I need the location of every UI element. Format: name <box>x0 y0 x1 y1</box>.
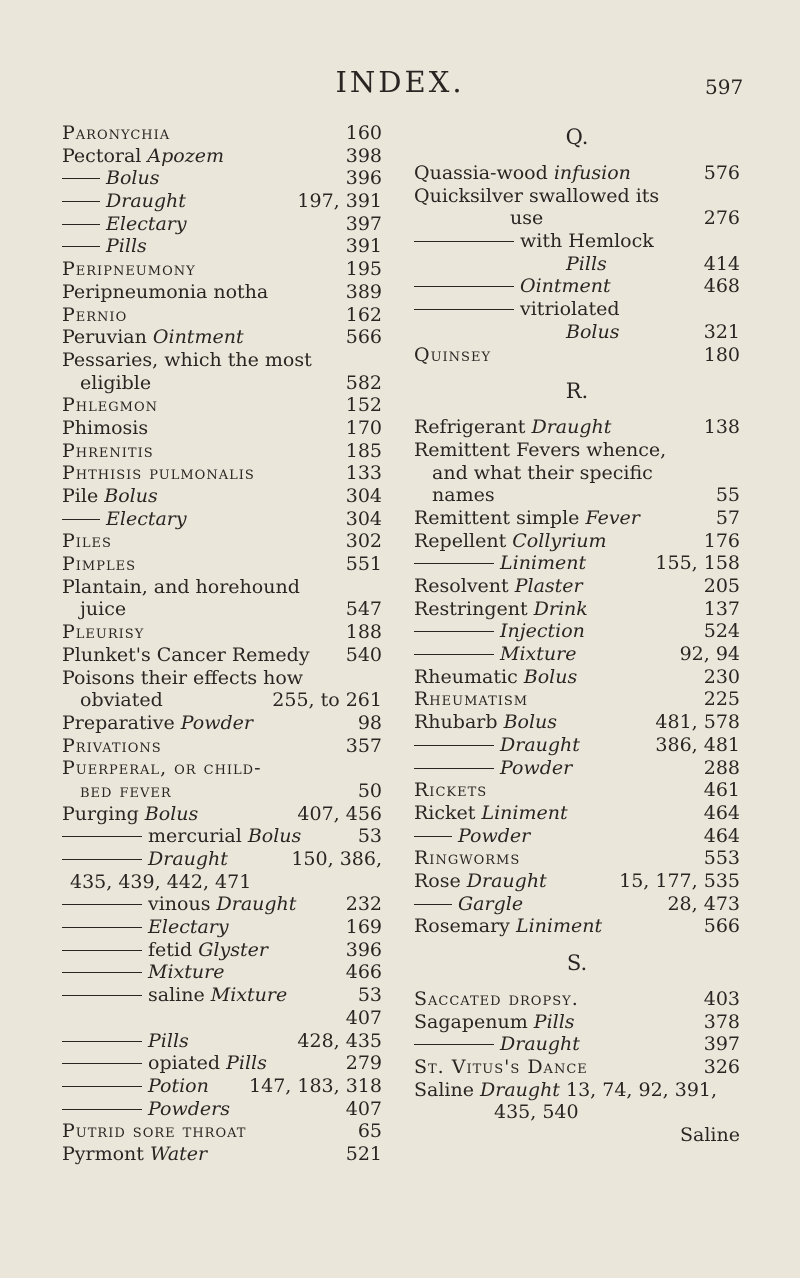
index-entry <box>62 598 382 621</box>
entry-term: 435, 439, 442, 471 <box>70 870 252 893</box>
ditto-dash <box>62 224 100 225</box>
index-entry <box>62 757 382 780</box>
index-entry <box>414 734 740 757</box>
index-entry <box>62 1030 382 1053</box>
entry-term: Phlegmon <box>62 394 158 417</box>
index-entry <box>414 870 740 893</box>
entry-term: Phthisis pulmonalis <box>62 462 255 485</box>
entry-term: Electary <box>106 212 187 235</box>
index-entry <box>62 644 382 667</box>
entry-term: Putrid sore throat <box>62 1120 247 1143</box>
entry-term: use <box>510 207 544 230</box>
page-reference: 232 <box>345 893 382 916</box>
entry-term: Purging Bolus <box>62 802 199 825</box>
entry-term: Phrenitis <box>62 439 154 462</box>
index-entry <box>414 253 740 276</box>
index-entry <box>414 620 740 643</box>
ditto-dash <box>414 768 494 769</box>
entry-term: eligible <box>80 371 152 394</box>
entry-term: Rosemary Liniment <box>414 915 603 938</box>
page-reference: 276 <box>703 207 740 230</box>
entry-term: Liniment <box>500 552 587 575</box>
index-entry <box>62 939 382 962</box>
page-reference: 230 <box>703 665 740 688</box>
entry-term: Bolus <box>106 167 160 190</box>
entry-term: Repellent Collyrium <box>414 529 607 552</box>
page-reference: 397 <box>345 212 382 235</box>
page-reference: 398 <box>345 144 382 167</box>
index-entry <box>62 462 382 485</box>
ditto-dash <box>62 1063 142 1064</box>
entry-term: Peripneumonia notha <box>62 280 269 303</box>
page-reference: 389 <box>345 280 382 303</box>
entry-term: Potion <box>148 1074 209 1097</box>
entry-term: Pimples <box>62 553 137 576</box>
page-reference: 414 <box>703 252 740 275</box>
page-reference: 137 <box>703 597 740 620</box>
index-entry <box>414 462 740 485</box>
ditto-dash <box>62 1109 142 1110</box>
index-entry <box>62 621 382 644</box>
page-reference: 521 <box>345 1142 382 1165</box>
page-reference: 547 <box>345 598 382 621</box>
page-reference: 180 <box>703 343 740 366</box>
page-reference: 466 <box>345 961 382 984</box>
entry-term: Rheumatic Bolus <box>414 665 578 688</box>
page-reference: 147, 183, 318 <box>249 1074 382 1097</box>
entry-term: Gargle <box>458 892 524 915</box>
index-entry <box>62 167 382 190</box>
index-entry <box>62 326 382 349</box>
page-reference: 461 <box>703 779 740 802</box>
index-entry <box>62 258 382 281</box>
entry-term: Sagapenum Pills <box>414 1010 575 1033</box>
index-entry <box>414 552 740 575</box>
page-reference: 225 <box>703 688 740 711</box>
index-entry <box>62 780 382 803</box>
index-entry <box>414 847 740 870</box>
entry-term: Quicksilver swallowed its <box>414 184 660 207</box>
page-reference: 65 <box>357 1120 382 1143</box>
entry-term: Puerperal, or child- <box>62 757 262 780</box>
page-reference: 407 <box>345 1006 382 1029</box>
page-reference: 55 <box>715 484 740 507</box>
page-reference: 176 <box>703 529 740 552</box>
page-reference: 15, 177, 535 <box>619 869 740 892</box>
entry-term: Refrigerant Draught <box>414 416 612 439</box>
index-entry <box>62 235 382 258</box>
entry-term: Ringworms <box>414 847 521 870</box>
page-reference: 304 <box>345 507 382 530</box>
page-reference: 357 <box>345 734 382 757</box>
index-entry <box>414 643 740 666</box>
page-reference: 396 <box>345 167 382 190</box>
index-entry <box>62 1075 382 1098</box>
entry-term: Ricket Liniment <box>414 801 568 824</box>
page-reference: 170 <box>345 416 382 439</box>
index-entry <box>414 1033 740 1056</box>
page-reference: 407 <box>345 1097 382 1120</box>
index-entry <box>414 688 740 711</box>
page-reference: 98 <box>357 711 382 734</box>
page-reference: 92, 94 <box>679 643 740 666</box>
entry-term: Quassia-wood infusion <box>414 162 631 184</box>
index-entry <box>62 735 382 758</box>
ditto-dash <box>414 654 494 655</box>
page-reference: 302 <box>345 530 382 553</box>
entry-term: mercurial Bolus <box>148 825 302 848</box>
index-entry <box>414 207 740 230</box>
entry-term: Electary <box>148 916 229 939</box>
index-entry <box>414 893 740 916</box>
index-entry <box>62 712 382 735</box>
index-entry <box>414 185 740 208</box>
entry-term: Pills <box>148 1029 189 1052</box>
entry-term: Draught <box>500 1033 580 1056</box>
page-reference: 553 <box>703 847 740 870</box>
page-reference: 551 <box>345 553 382 576</box>
page-reference: 188 <box>345 621 382 644</box>
index-entry <box>62 372 382 395</box>
index-entry <box>62 485 382 508</box>
index-entry <box>62 281 382 304</box>
ditto-dash <box>414 563 494 564</box>
index-entry <box>414 275 740 298</box>
entry-term: Poisons their effects how <box>62 666 304 689</box>
section-letter: Q. <box>565 125 589 149</box>
spacer <box>414 366 740 376</box>
index-entry <box>414 1056 740 1079</box>
index-entry <box>414 915 740 938</box>
entry-term: Paronychia <box>62 122 171 144</box>
entry-term: Restringent Drink <box>414 597 588 620</box>
page-reference: 378 <box>703 1010 740 1033</box>
ditto-dash <box>62 927 142 928</box>
spacer <box>414 406 740 416</box>
page-reference: 185 <box>345 439 382 462</box>
entry-term: Remittent simple Fever <box>414 506 640 529</box>
page-reference: 304 <box>345 485 382 507</box>
page-reference: 428, 435 <box>297 1029 382 1052</box>
index-entry <box>414 575 740 598</box>
entry-term: Pills <box>566 252 607 275</box>
page-reference: 197, 391 <box>297 190 382 213</box>
ditto-dash <box>414 631 494 632</box>
entry-term: Piles <box>62 530 112 553</box>
index-entry <box>414 439 740 462</box>
entry-term: and what their specific <box>432 461 653 484</box>
entry-term: Quinsey <box>414 343 492 366</box>
entry-term: opiated Pills <box>148 1052 267 1075</box>
page-reference: 279 <box>345 1052 382 1075</box>
index-entry <box>414 598 740 621</box>
page-reference: 205 <box>703 575 740 597</box>
index-entry <box>414 1079 740 1102</box>
ditto-dash <box>62 1086 142 1087</box>
page-title: INDEX. <box>335 65 465 99</box>
entry-term: fetid Glyster <box>148 938 268 961</box>
page-reference: 53 <box>357 825 382 848</box>
ditto-dash <box>414 1044 494 1045</box>
ditto-dash <box>62 178 100 179</box>
page-number: 597 <box>705 75 744 99</box>
page-reference: 326 <box>703 1056 740 1079</box>
index-entry <box>414 988 740 1011</box>
index-entry <box>414 757 740 780</box>
index-entry <box>414 507 740 530</box>
entry-term: Plantain, and horehound <box>62 575 300 598</box>
entry-term: Bolus <box>566 320 620 343</box>
page-reference: 397 <box>703 1033 740 1056</box>
index-entry <box>62 961 382 984</box>
index-entry <box>414 666 740 689</box>
page-reference: 540 <box>345 643 382 666</box>
index-entry <box>414 711 740 734</box>
entry-term: saline Mixture <box>148 984 288 1007</box>
ditto-dash <box>62 859 142 860</box>
index-entry <box>62 213 382 236</box>
index-entry <box>414 162 740 185</box>
ditto-dash <box>62 904 142 905</box>
entry-term: Pile Bolus <box>62 485 158 507</box>
page-reference: 28, 473 <box>667 892 740 915</box>
index-entry <box>414 416 740 439</box>
ditto-dash <box>62 950 142 951</box>
ditto-dash <box>414 904 452 905</box>
page-reference: 138 <box>703 416 740 439</box>
entry-term: vitriolated <box>520 298 620 321</box>
section-letter: R. <box>565 379 589 404</box>
page-reference: 162 <box>345 303 382 326</box>
page-reference: 155, 158 <box>655 552 740 575</box>
entry-term: Privations <box>62 734 162 757</box>
entry-term: Rickets <box>414 779 488 802</box>
index-entry <box>62 689 382 712</box>
ditto-dash <box>62 201 100 202</box>
index-entry <box>62 190 382 213</box>
ditto-dash <box>414 745 494 746</box>
page-reference: 524 <box>703 620 740 643</box>
spacer <box>414 152 740 162</box>
entry-term: Powder <box>500 756 573 779</box>
index-entry <box>62 667 382 690</box>
ditto-dash <box>62 246 100 247</box>
index-entry <box>62 417 382 440</box>
index-entry <box>62 871 382 894</box>
index-entry <box>414 802 740 825</box>
index-entry <box>62 916 382 939</box>
index-entry <box>62 145 382 168</box>
index-entry <box>62 394 382 417</box>
index-entry <box>414 230 740 253</box>
ditto-dash <box>62 519 100 520</box>
entry-term: bed fever <box>80 779 172 802</box>
index-entry <box>414 484 740 507</box>
entry-term: Rhubarb Bolus <box>414 711 558 734</box>
entry-term: juice <box>80 598 127 621</box>
index-entry <box>414 1101 740 1124</box>
index-entry <box>62 553 382 576</box>
entry-term: Draught <box>106 190 186 213</box>
entry-term: Preparative Powder <box>62 711 253 734</box>
entry-term: Ointment <box>520 275 611 298</box>
ditto-dash <box>62 1041 142 1042</box>
entry-term: Pessaries, which the most <box>62 348 312 371</box>
page-reference: 566 <box>703 915 740 938</box>
index-entry <box>414 779 740 802</box>
page-reference: 160 <box>345 122 382 144</box>
entry-term: 435, 540 <box>494 1101 579 1124</box>
page-reference: 576 <box>703 162 740 184</box>
index-entry <box>62 1120 382 1143</box>
entry-term: Electary <box>106 507 187 530</box>
entry-term: Resolvent Plaster <box>414 575 583 597</box>
page-reference: 391 <box>345 235 382 258</box>
entry-term: vinous Draught <box>148 893 297 916</box>
index-entry <box>62 1007 382 1030</box>
entry-term: Rheumatism <box>414 688 529 711</box>
index-column-right <box>414 122 740 1147</box>
index-entry <box>62 122 382 145</box>
index-entry <box>414 298 740 321</box>
index-entry <box>62 803 382 826</box>
index-entry <box>62 893 382 916</box>
page-reference: 169 <box>345 916 382 939</box>
page-reference: 288 <box>703 756 740 779</box>
entry-term: Mixture <box>148 961 225 984</box>
page-reference: 464 <box>703 801 740 824</box>
entry-term: Peripneumony <box>62 258 196 281</box>
ditto-dash <box>414 286 514 287</box>
page-reference: 195 <box>345 258 382 281</box>
page-reference: 255, to 261 <box>272 689 382 712</box>
ditto-dash <box>62 995 142 996</box>
page-reference: 57 <box>715 506 740 529</box>
index-entry <box>62 1098 382 1121</box>
page-reference: 386, 481 <box>655 733 740 756</box>
ditto-dash <box>62 836 142 837</box>
index-entry <box>62 576 382 599</box>
spacer <box>414 978 740 988</box>
index-entry <box>414 1124 740 1147</box>
entry-term: Draught <box>148 848 228 870</box>
page-reference: 321 <box>703 320 740 343</box>
entry-term: Pills <box>106 235 147 258</box>
entry-term: Powders <box>148 1097 230 1120</box>
page-reference: 133 <box>345 462 382 485</box>
entry-term: Draught <box>500 733 580 756</box>
entry-term: St. Vitus's Dance <box>414 1056 588 1079</box>
page-reference: 464 <box>703 824 740 847</box>
entry-term: obviated <box>80 689 163 712</box>
page-reference: 481, 578 <box>655 711 740 734</box>
entry-term: Saccated dropsy. <box>414 988 579 1010</box>
index-entry <box>414 321 740 344</box>
entry-term: Phimosis <box>62 416 149 439</box>
index-entry <box>62 1143 382 1166</box>
page-reference: 53 <box>357 984 382 1007</box>
page-reference: 50 <box>357 779 382 802</box>
index-entry <box>62 440 382 463</box>
ditto-dash <box>414 241 514 242</box>
index-entry <box>62 304 382 327</box>
section-letter: S. <box>566 951 588 975</box>
ditto-dash <box>62 972 142 973</box>
page-reference: 150, 386, <box>291 848 382 870</box>
index-column-left <box>62 122 382 1166</box>
index-entry <box>414 344 740 367</box>
page-reference: 566 <box>345 326 382 349</box>
page-reference: 407, 456 <box>297 802 382 825</box>
index-entry <box>62 848 382 871</box>
index-entry <box>414 1011 740 1034</box>
entry-term: Rose Draught <box>414 869 547 892</box>
page-reference: 152 <box>345 394 382 417</box>
page-reference: 396 <box>345 938 382 961</box>
page-reference: 403 <box>703 988 740 1010</box>
index-entry <box>62 1052 382 1075</box>
entry-term: names <box>432 484 495 507</box>
entry-term: Injection <box>500 620 585 643</box>
entry-term: Plunket's Cancer Remedy <box>62 643 310 666</box>
spacer <box>414 938 740 948</box>
index-entry <box>62 984 382 1007</box>
page-reference: Saline <box>680 1124 740 1147</box>
index-entry <box>414 530 740 553</box>
entry-term: Peruvian Ointment <box>62 326 244 349</box>
index-entry <box>62 349 382 372</box>
index-entry <box>62 508 382 531</box>
entry-term: Saline Draught 13, 74, 92, 391, <box>414 1078 718 1101</box>
index-entry <box>414 825 740 848</box>
entry-term: Pectoral Apozem <box>62 144 225 167</box>
index-entry <box>62 825 382 848</box>
entry-term: Pyrmont Water <box>62 1142 208 1165</box>
entry-term: Pernio <box>62 303 128 326</box>
ditto-dash <box>414 309 514 310</box>
entry-term: Powder <box>458 824 531 847</box>
ditto-dash <box>414 836 452 837</box>
entry-term: Mixture <box>500 643 577 666</box>
index-entry <box>62 530 382 553</box>
entry-term: Pleurisy <box>62 621 145 644</box>
page-reference: 468 <box>703 275 740 298</box>
entry-term: with Hemlock <box>520 230 654 253</box>
entry-term: Remittent Fevers whence, <box>414 438 667 461</box>
page-reference: 582 <box>345 371 382 394</box>
